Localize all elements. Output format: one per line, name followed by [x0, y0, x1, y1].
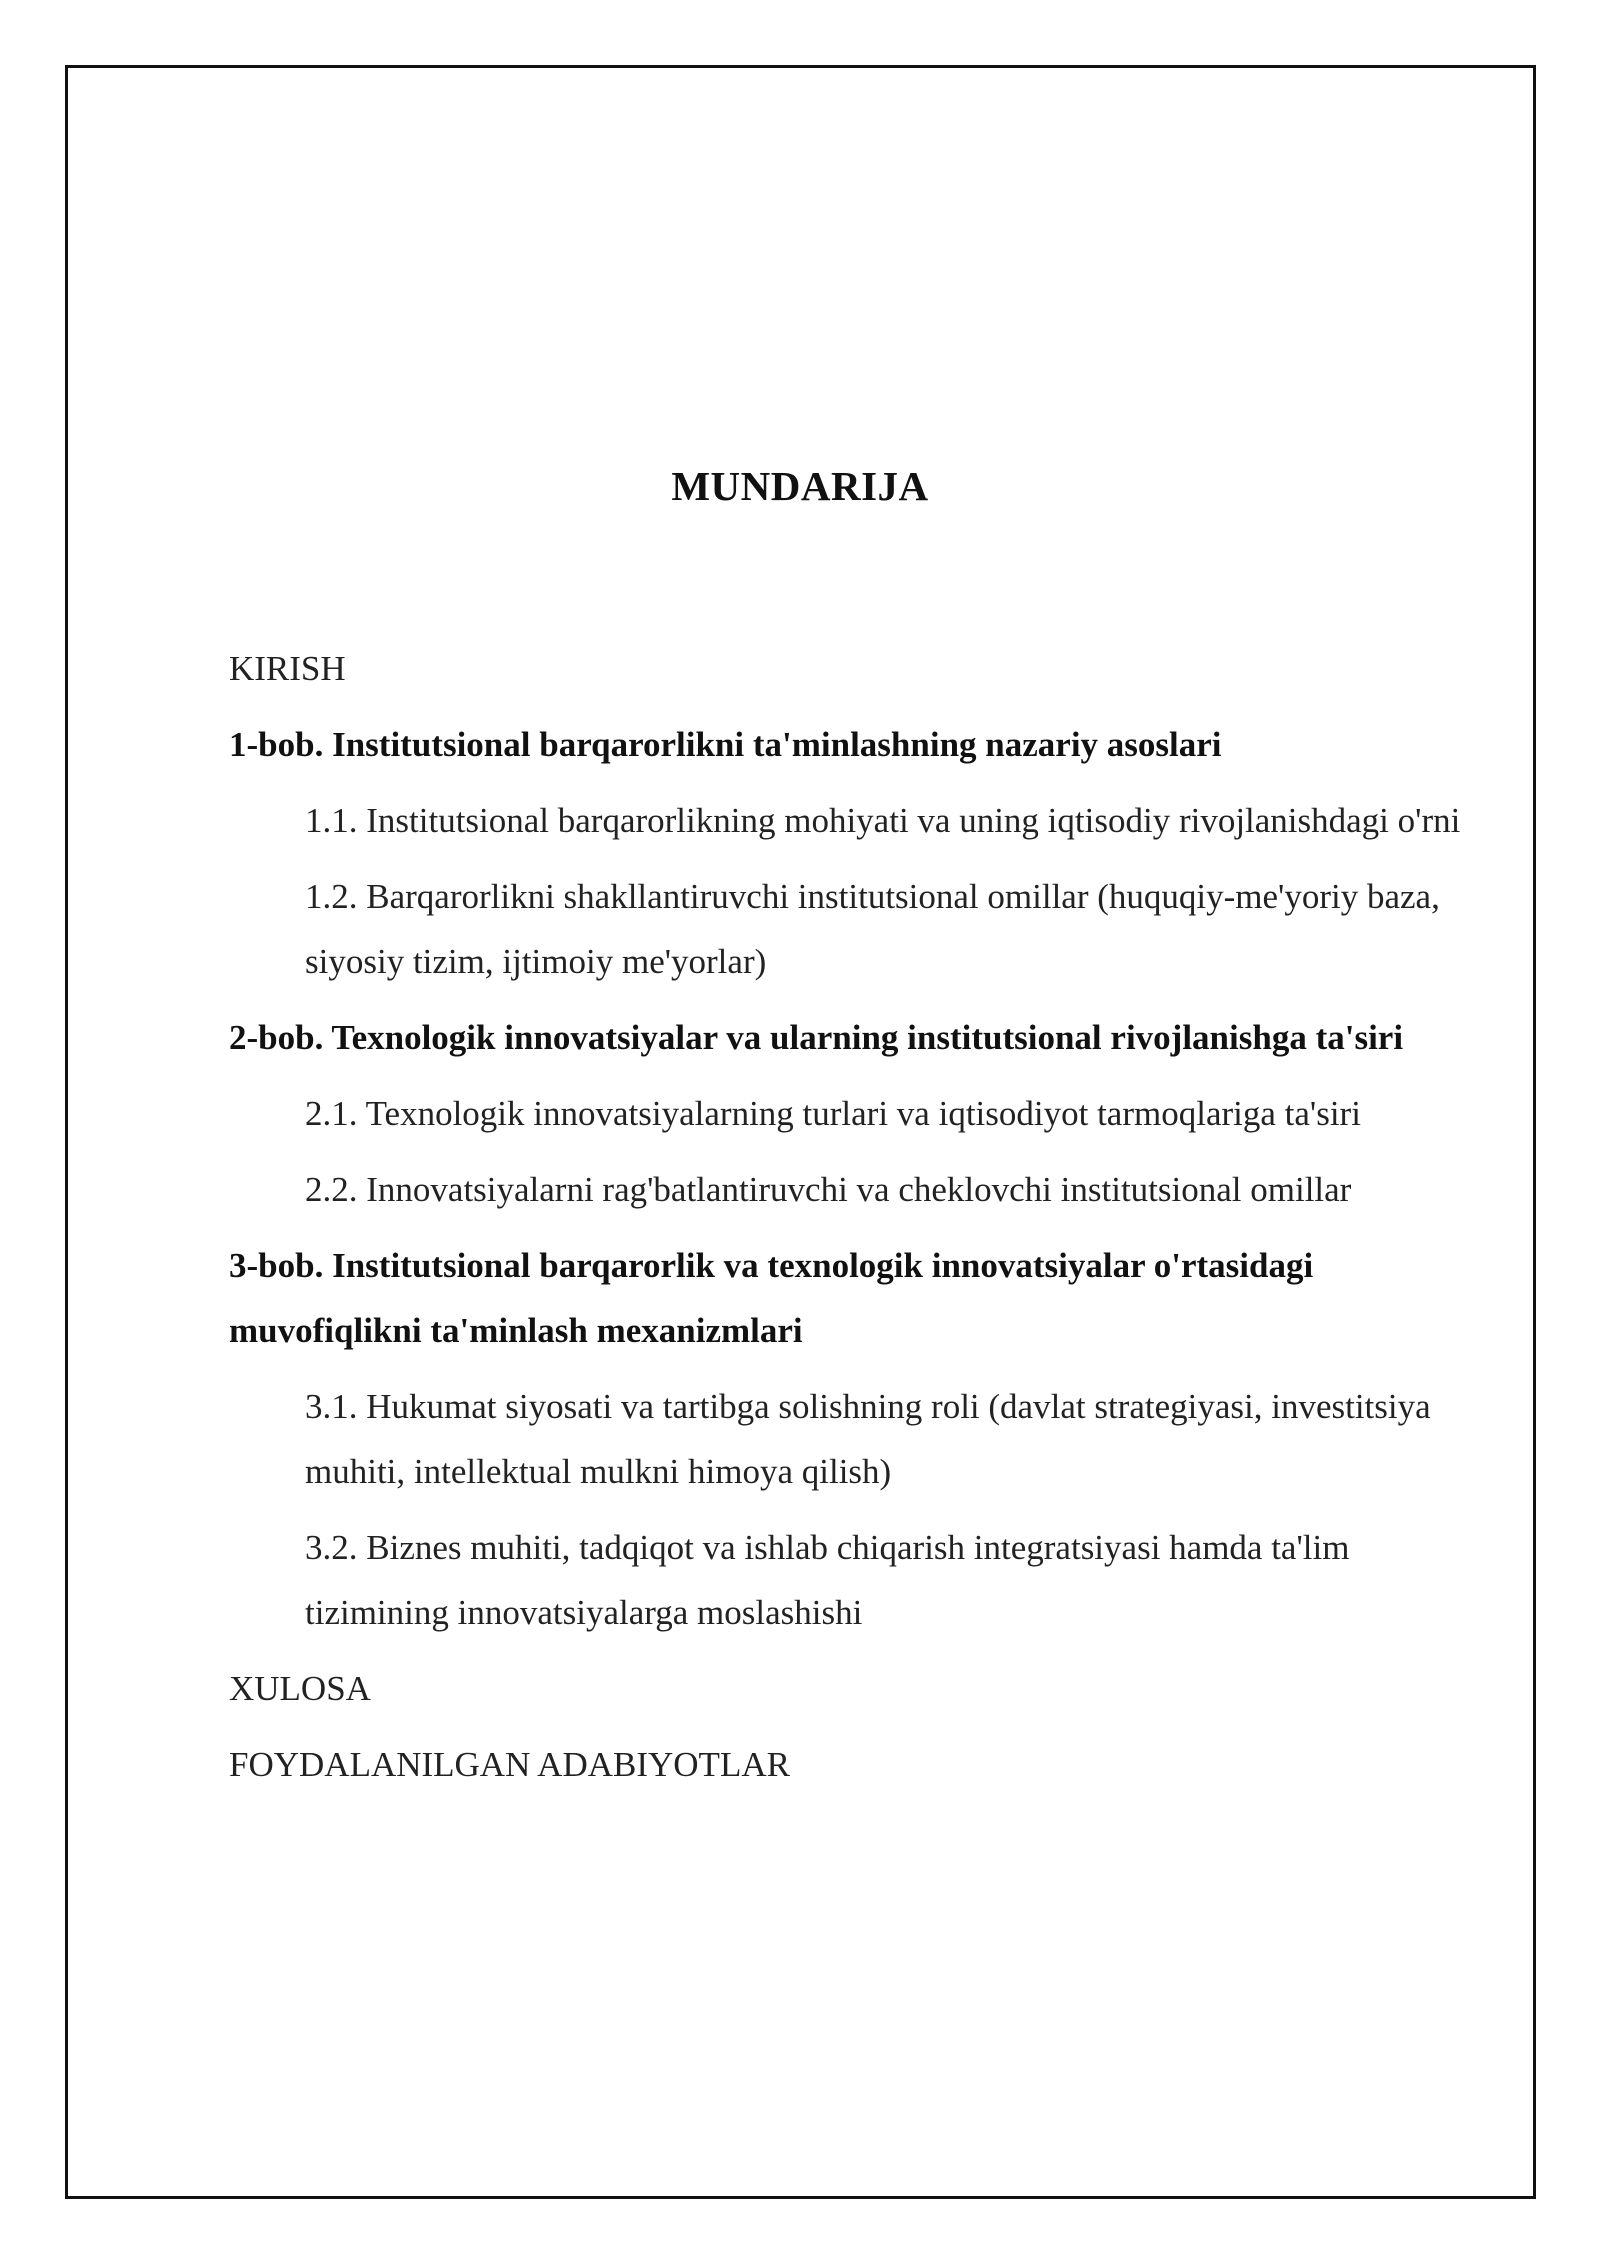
toc-entry-section-2-2: 2.2. Innovatsiyalarni rag'batlantiruvchi va cheklovchi institutsional omillar: [305, 1170, 1352, 1209]
table-of-contents: [229, 636, 1479, 1808]
toc-entry-section-1-1: 1.1. Institutsional barqarorlikning mohiyati va uning iqtisodiy rivojlanishdagi o'rni: [305, 801, 1461, 840]
toc-entry-chapter-3: 3-bob. Institutsional barqarorlik va texnologik innovatsiyalar o'rtasidagi muvofiqlikni ta'minlash mexanizmlari: [229, 1246, 1314, 1350]
toc-entry-section-1-2: 1.2. Barqarorlikni shakllantiruvchi institutsional omillar (huquqiy-me'yoriy baza, siyosiy tizim, ijtimoiy me'yorlar): [305, 877, 1440, 981]
toc-entry-section-3-1: 3.1. Hukumat siyosati va tartibga solishning roli (davlat strategiyasi, investitsiya muhiti, intellektual mulkni himoya qilish): [305, 1387, 1431, 1491]
toc-entry-references: FOYDALANILGAN ADABIYOTLAR: [229, 1745, 790, 1784]
toc-entry-chapter-1: 1-bob. Institutsional barqarorlikni ta'minlashning nazariy asoslari: [229, 725, 1222, 764]
toc-entry-section-2-1: 2.1. Texnologik innovatsiyalarning turlari va iqtisodiyot tarmoqlariga ta'siri: [305, 1094, 1361, 1133]
toc-entry-section-3-2: 3.2. Biznes muhiti, tadqiqot va ishlab chiqarish integratsiyasi hamda ta'lim tizimining innovatsiyalarga moslashishi: [305, 1528, 1350, 1632]
toc-entry-introduction: KIRISH: [229, 649, 346, 688]
toc-entry-chapter-2: 2-bob. Texnologik innovatsiyalar va ularning institutsional rivojlanishga ta'siri: [229, 1018, 1404, 1057]
page-title: MUNDARIJA: [671, 463, 929, 509]
toc-entry-conclusion: XULOSA: [229, 1669, 371, 1708]
